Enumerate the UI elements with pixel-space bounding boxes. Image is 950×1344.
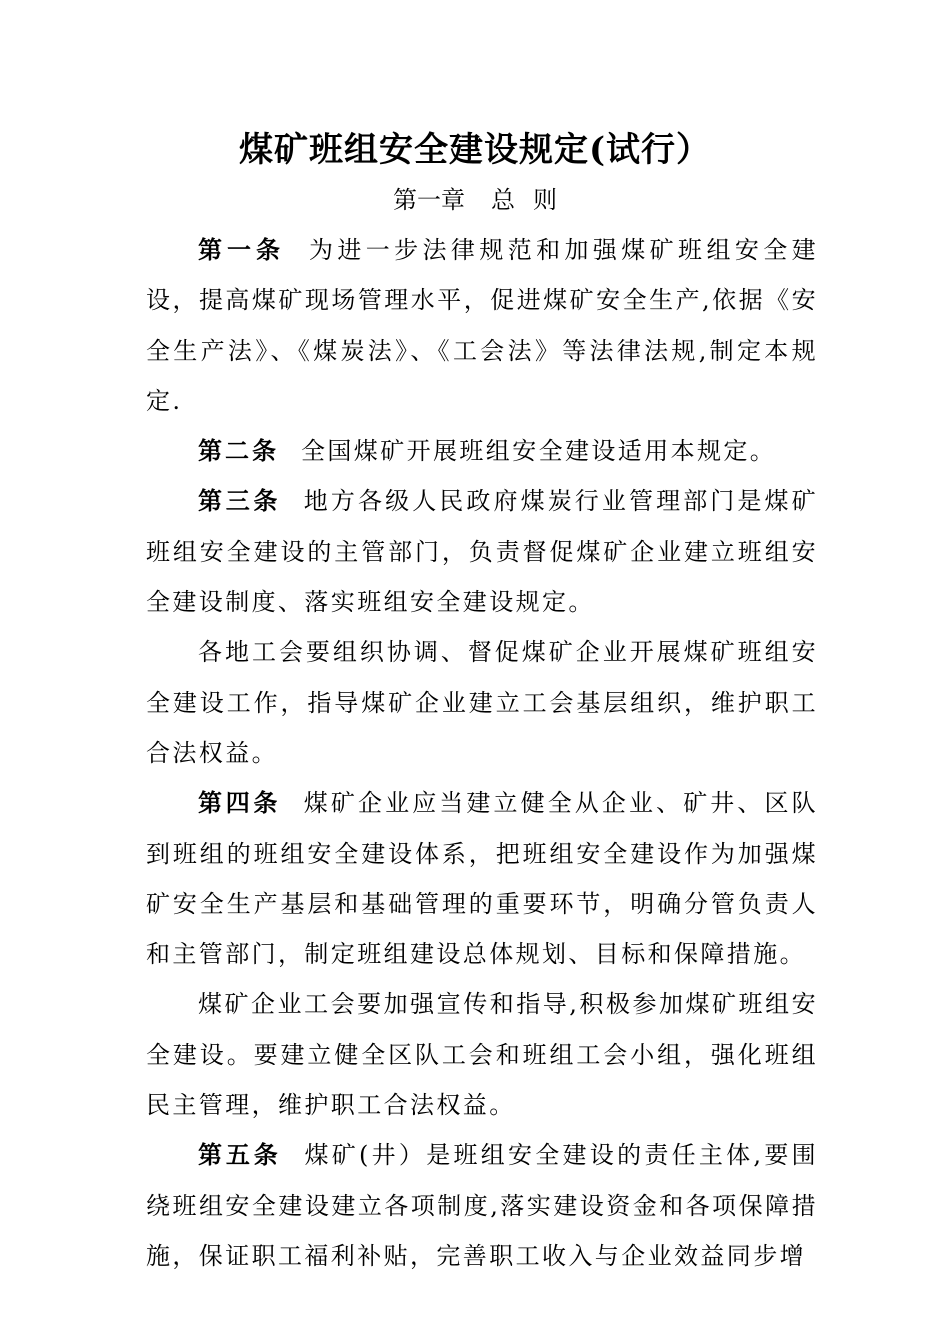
article-text: 煤矿企业应当建立健全从企业、矿井、区队到班组的班组安全建设体系，把班组安全建设作为加强煤矿安全生产基层和基础管理的重要环节，明确分管负责人和主管部门，制定班组建设总体规划、目标和保障措施。 — [146, 789, 818, 969]
article-text: 为进一步法律规范和加强煤矿班组安全建设，提高煤矿现场管理水平，促进煤矿安全生产,依据《安全生产法》、《煤炭法》、《工会法》等法律法规,制定本规定. — [146, 236, 819, 415]
chapter-name-part-1: 总 — [491, 186, 515, 214]
article-text: 地方各级人民政府煤炭行业管理部门是煤矿班组安全建设的主管部门，负责督促煤矿企业建立班组安全建设制度、落实班组安全建设规定。 — [146, 487, 818, 617]
article-3-paragraph — [146, 476, 818, 627]
article-3-continuation-paragraph — [146, 627, 818, 778]
article-text: 煤矿(井）是班组安全建设的责任主体,要围绕班组安全建设建立各项制度,落实建设资金和各项保障措施，保证职工福利补贴，完善职工收入与企业效益同步增 — [146, 1141, 818, 1270]
chapter-name-part-2: 则 — [533, 186, 557, 214]
article-text: 全国煤矿开展班组安全建设适用本规定。 — [301, 437, 777, 466]
paragraph-text: 各地工会要组织协调、督促煤矿企业开展煤矿班组安全建设工作，指导煤矿企业建立工会基层组织，维护职工合法权益。 — [146, 638, 818, 767]
article-4-paragraph — [146, 778, 818, 979]
article-label: 第五条 — [198, 1140, 282, 1170]
article-4-continuation-paragraph — [146, 979, 818, 1130]
document-title: 煤矿班组安全建设规定(试行） — [238, 130, 712, 170]
article-2-paragraph — [146, 426, 818, 476]
article-label: 第四条 — [198, 788, 282, 818]
article-label: 第一条 — [198, 235, 285, 264]
chapter-number: 第一章 — [393, 186, 465, 214]
article-label: 第三条 — [198, 486, 282, 516]
chapter-heading — [0, 180, 950, 220]
article-label: 第二条 — [198, 436, 279, 466]
article-1-paragraph — [146, 225, 818, 426]
document-body — [146, 225, 818, 1281]
article-5-paragraph — [146, 1130, 818, 1281]
paragraph-text: 煤矿企业工会要加强宣传和指导,积极参加煤矿班组安全建设。要建立健全区队工会和班组工会小组，强化班组民主管理，维护职工合法权益。 — [146, 990, 818, 1120]
